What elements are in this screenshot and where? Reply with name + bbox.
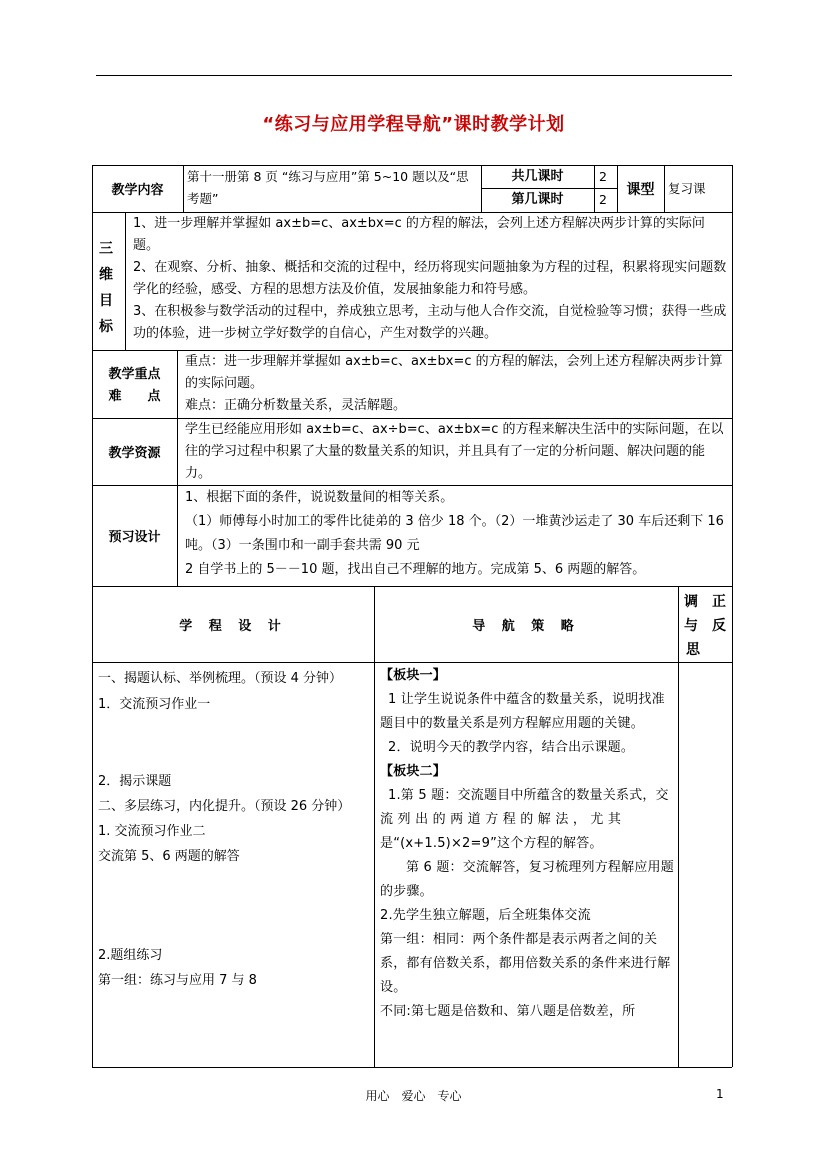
left-section-2-item-2: 2.题组练习 — [98, 948, 163, 963]
header-rule — [96, 75, 732, 76]
column-header-adjust-reflect: 调 正 与 反 思 — [684, 594, 726, 658]
preview-content — [185, 486, 730, 582]
block-2-item: 第 6 题：交流解答，复习梳理列方程解应用题的步骤。 — [380, 860, 674, 899]
total-hours-label: 共几课时 — [511, 169, 564, 184]
block-2-item: 1.第 5 题：交流题目中所蕴含的数量关系式，交 流 列 出 的 两 道 方 程 的 解 法 ， 尤 其 是“(x+1.5)×2=9”这个方程的解答。 — [380, 788, 669, 851]
page-footer: 用心 爱心 专心 — [365, 1089, 462, 1103]
resources-text: 学生已经能应用形如 ax±b=c、ax÷b=c、ax±bx=c 的方程来解决生活中的实际问题，在以往的学习过程中积累了大量的数量关系的知识，并且具有了一定的分析问题、解决问题的能力。 — [185, 422, 724, 481]
left-section-2-item-2-detail: 第一组：练习与应用 7 与 8 — [98, 973, 257, 988]
navigation-strategy-content — [380, 664, 676, 1024]
content-label: 教学内容 — [111, 183, 164, 198]
preview-line: 1、根据下面的条件，说说数量间的相等关系。 — [185, 490, 454, 505]
key-points-content — [185, 351, 730, 417]
preview-label: 预习设计 — [108, 530, 161, 545]
block-2-item: 2.先学生独立解题，后全班集体交流 — [380, 908, 591, 923]
key-point: 重点：进一步理解并掌握如 ax±b=c、ax±bx=c 的方程的解法，会列上述方程解决两步计算的实际问题。 — [185, 354, 723, 391]
preview-line: 2 自学书上的 5－－10 题，找出自己不理解的地方。完成第 5、6 两题的解答。 — [185, 562, 646, 577]
lesson-type-value: 复习课 — [668, 180, 706, 196]
block-2-item: 不同:第七题是倍数和、第八题是倍数差，所 — [380, 1004, 636, 1019]
difficulty-point: 难点：正确分析数量关系，灵活解题。 — [185, 398, 407, 413]
block-2-heading: 【板块二】 — [380, 764, 447, 779]
which-hour-label: 第几课时 — [511, 192, 564, 207]
key-points-label: 教学重点 难 点 — [108, 367, 161, 404]
left-section-2-item-1-detail: 交流第 5、6 两题的解答 — [98, 849, 240, 864]
block-1-item: 1 让学生说说条件中蕴含的数量关系，说明找准题目中的数量关系是列方程解应用题的关键。 — [380, 692, 665, 731]
goals-list — [133, 213, 730, 345]
left-section-1-item-1: 1．交流预习作业一 — [98, 697, 211, 712]
goal-item: 2、在观察、分析、抽象、概括和交流的过程中，经历将现实问题抽象为方程的过程，积累将现实问题数学化的经验，感受、方程的思想方法及价值，发展抽象能力和符号感。 — [133, 260, 727, 297]
block-2-item: 第一组：相同：两个条件都是表示两者之间的关系，都有倍数关系，都用倍数关系的条件来进行解设。 — [380, 932, 671, 995]
lesson-type-label: 课型 — [626, 181, 655, 198]
left-section-2-item-1: 1. 交流预习作业二 — [98, 824, 206, 839]
content-value: 第十一册第 8 页 “练习与应用”第 5~10 题以及“思考题” — [187, 169, 469, 206]
block-1-item: 2．说明今天的教学内容，结合出示课题。 — [388, 740, 635, 755]
total-hours-value: 2 — [599, 169, 607, 184]
block-1-heading: 【板块一】 — [380, 668, 447, 683]
goals-label: 三 维 目 标 — [99, 241, 113, 335]
left-section-2-title: 二、多层练习，内化提升。（预设 26 分钟） — [98, 799, 351, 814]
column-header-navigation-strategy: 导 航 策 略 — [472, 618, 580, 634]
page-title: “练习与应用学程导航”课时教学计划 — [262, 114, 565, 135]
preview-line: （1）师傅每小时加工的零件比徒弟的 3 倍少 18 个。（2）一堆黄沙运走了 30 车后还剩下 16 吨。（3）一条围巾和一副手套共需 90 元 — [185, 514, 724, 553]
resources-label: 教学资源 — [108, 446, 161, 461]
left-section-1-title: 一、揭题认标、举例梳理。（预设 4 分钟） — [98, 671, 343, 686]
left-section-1-item-2: 2．揭示课题 — [98, 774, 172, 789]
goal-item: 1、进一步理解并掌握如 ax±b=c、ax±bx=c 的方程的解法，会列上述方程解决两步计算的实际问题。 — [133, 216, 705, 253]
goal-item: 3、在积极参与数学活动的过程中，养成独立思考，主动与他人合作交流，自觉检验等习惯；获得一些成功的体验，进一步树立学好数学的自信心，产生对数学的兴趣。 — [133, 304, 727, 341]
column-header-learning-design: 学 程 设 计 — [179, 618, 287, 634]
which-hour-value: 2 — [599, 192, 607, 207]
page-number: 1 — [716, 1087, 724, 1101]
